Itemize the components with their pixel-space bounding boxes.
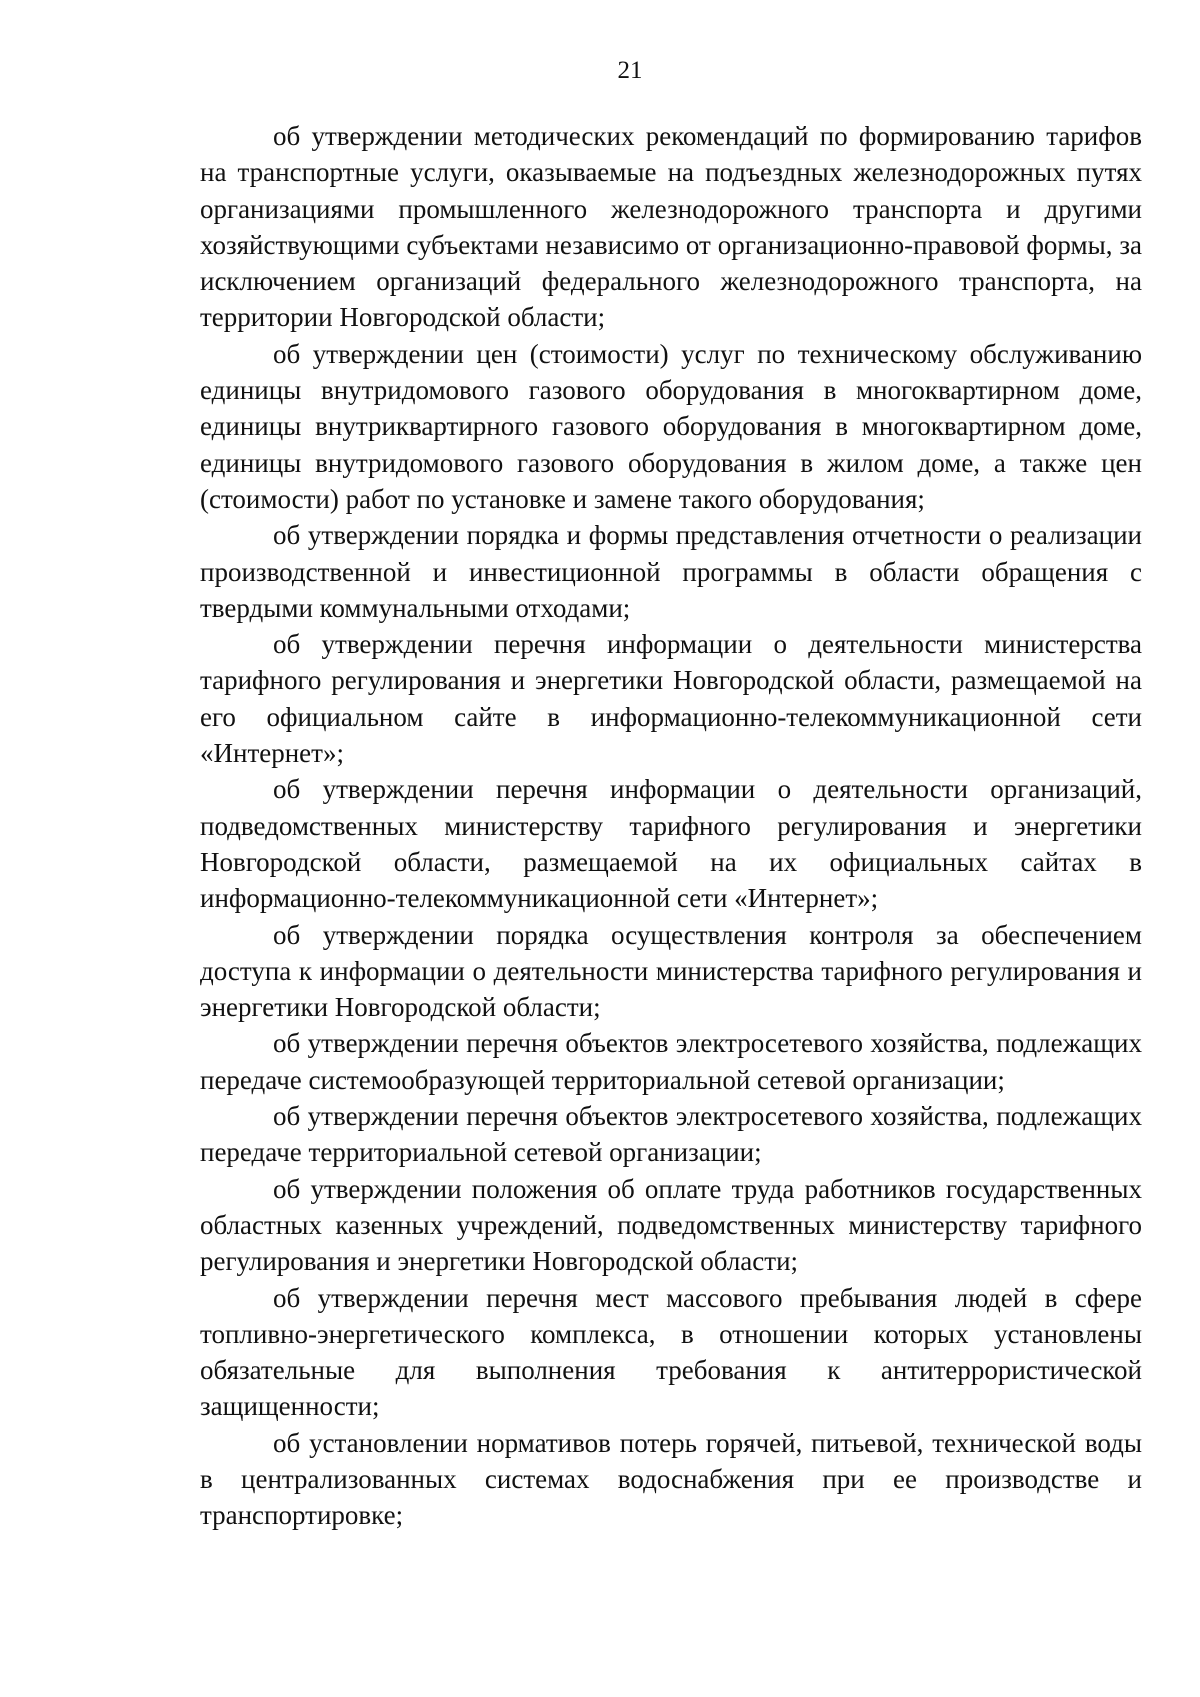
- paragraph-antiterror-places: об утверждении перечня мест массового пребывания людей в сфере топливно-энергетического комплекса, в отношении которых установлены обязательные для выполнения требования к антитеррористической защищенности;: [200, 1282, 1142, 1422]
- paragraph-waste-reporting: об утверждении порядка и формы представления отчетности о реализации производственной и инвестиционной программы в области обращения с твердыми коммунальными отходами;: [200, 520, 1142, 623]
- paragraph-organizations-info-list: об утверждении перечня информации о деятельности организаций, подведомственных министерству тарифного регулирования и энергетики Новгородской области, размещаемой на их официальных сайтах в информационно-телекоммуникационной сети «Интернет»;: [200, 774, 1142, 914]
- paragraph-wage-regulation: об утверждении положения об оплате труда работников государственных областных казенных учреждений, подведомственных министерству тарифного регулирования и энергетики Новгородской области;: [200, 1173, 1142, 1277]
- paragraph-grid-objects-territorial: об утверждении перечня объектов электросетевого хозяйства, подлежащих передаче территориальной сетевой организации;: [200, 1101, 1142, 1168]
- paragraph-gas-equipment-prices: об утверждении цен (стоимости) услуг по техническому обслуживанию единицы внутридомового газового оборудования в многоквартирном доме, единицы внутриквартирного газового оборудования в многоквартирном доме, единицы внутридомового газового оборудования в жилом доме, а также цен (стоимости) работ по установке и замене такого оборудования;: [200, 338, 1142, 514]
- paragraph-railway-tariffs: об утверждении методических рекомендаций по формированию тарифов на транспортные услуги, оказываемые на подъездных железнодорожных путях организациями промышленного железнодорожного транспорта и другими хозяйствующими субъектами независимо от организационно-правовой формы, за исключением организаций федерального железнодорожного транспорта, на территории Новгородской области;: [200, 121, 1142, 333]
- paragraph-water-loss-norms: об установлении нормативов потерь горячей, питьевой, технической воды в централизованных системах водоснабжения при ее производстве и транспортировке;: [200, 1427, 1142, 1531]
- paragraph-ministry-info-list: об утверждении перечня информации о деятельности министерства тарифного регулирования и энергетики Новгородской области, размещаемой на его официальном сайте в информационно-телекоммуникационной сети «Интернет»;: [200, 629, 1142, 769]
- paragraph-access-control: об утверждении порядка осуществления контроля за обеспечением доступа к информации о деятельности министерства тарифного регулирования и энергетики Новгородской области;: [200, 919, 1142, 1023]
- page-number: 21: [617, 57, 643, 84]
- paragraph-grid-objects-system: об утверждении перечня объектов электросетевого хозяйства, подлежащих передаче системообразующей территориальной сетевой организации;: [200, 1028, 1142, 1095]
- document-body: [200, 118, 1142, 1534]
